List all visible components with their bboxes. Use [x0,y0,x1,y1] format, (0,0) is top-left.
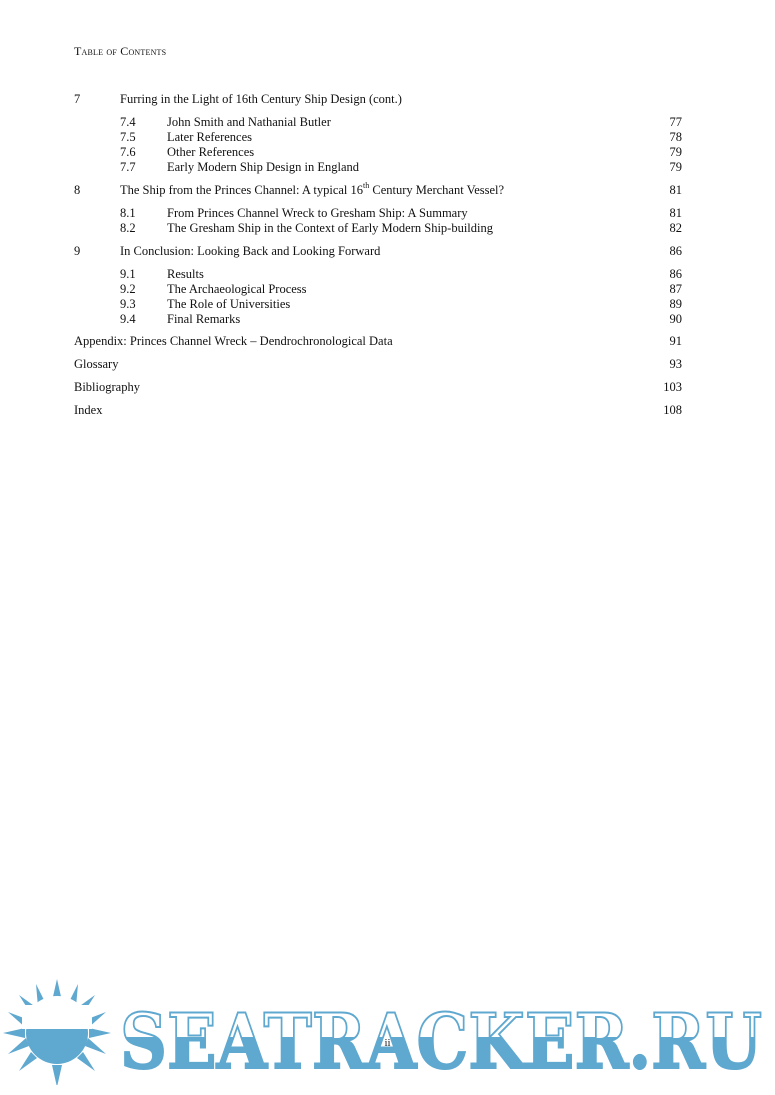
toc-section-8-1[interactable] [74,206,682,221]
toc-page-number: 79 [669,160,682,174]
toc-number: 7 [74,92,81,106]
toc-number: 8.1 [120,206,136,220]
toc-section-9-1[interactable] [74,267,682,282]
toc-page-number: 89 [669,297,682,311]
seatracker-watermark [0,975,775,1085]
toc-page-number: 87 [669,282,682,296]
toc-title: Results [167,267,204,281]
toc-appendix[interactable] [74,334,682,349]
toc-bibliography[interactable] [74,380,682,395]
toc-section-7-5[interactable] [74,130,682,145]
toc-page-number: 78 [669,130,682,144]
toc-title: In Conclusion: Looking Back and Looking Forward [120,244,381,258]
toc-title: Glossary [74,357,119,371]
sun-logo-icon [3,979,111,1085]
toc-page-number: 91 [669,334,682,348]
toc-section-9-4[interactable] [74,312,682,327]
toc-number: 7.7 [120,160,136,174]
toc-chapter-9[interactable] [74,244,682,259]
toc-title: Other References [167,145,255,159]
toc-page-number: 81 [669,206,682,220]
toc-page-number: 93 [669,357,682,371]
toc-number: 9.3 [120,297,136,311]
toc-page-number: 108 [663,403,682,417]
toc-title: Early Modern Ship Design in England [167,160,359,174]
toc-title: Furring in the Light of 16th Century Ship Design (cont.) [120,92,402,106]
toc-page-number: 81 [669,183,682,197]
toc-section-8-2[interactable] [74,221,682,236]
toc-title-text-end: Century Merchant Vessel? [369,183,505,197]
ordinal-superscript: th [363,180,370,190]
toc-chapter-8[interactable] [74,180,682,198]
toc-number: 9.1 [120,267,136,281]
toc-title-text: The Ship from the Princes Channel: A typical 16 [120,183,364,197]
toc-section-9-3[interactable] [74,297,682,312]
toc-glossary[interactable] [74,357,682,372]
toc-number: 7.4 [120,115,136,129]
toc-section-7-4[interactable] [74,115,682,130]
toc-number: 7.5 [120,130,136,144]
toc-page-number: 103 [663,380,682,394]
toc-title: Index [74,403,103,417]
toc-title: Later References [167,130,253,144]
watermark-text: SEATRACKER.RU [120,997,762,1085]
toc-title: Final Remarks [167,312,241,326]
toc-section-9-2[interactable] [74,282,682,297]
toc-title: From Princes Channel Wreck to Gresham Ship: A Summary [167,206,468,220]
table-of-contents [74,92,682,418]
toc-number: 8 [74,183,81,197]
toc-page-number: 79 [669,145,682,159]
toc-number: 7.6 [120,145,136,159]
running-header: Table of Contents [74,44,167,58]
toc-index[interactable] [74,403,682,418]
toc-section-7-7[interactable] [74,160,682,175]
toc-page-number: 90 [669,312,682,326]
toc-title: Appendix: Princes Channel Wreck – Dendrochronological Data [74,334,393,348]
toc-page-number: 82 [669,221,682,235]
toc-number: 8.2 [120,221,136,235]
toc-title: The Role of Universities [167,297,291,311]
toc-number: 9.2 [120,282,136,296]
toc-page-number: 86 [669,244,682,258]
toc-title: The Gresham Ship in the Context of Early Modern Ship-building [167,221,493,235]
toc-number: 9 [74,244,81,258]
page-number: ii [384,1037,391,1049]
toc-title: Bibliography [74,380,140,394]
toc-title: The Archaeological Process [167,282,307,296]
toc-section-7-6[interactable] [74,145,682,160]
toc-title [120,180,505,198]
toc-number: 9.4 [120,312,136,326]
toc-page-number: 86 [669,267,682,281]
toc-title: John Smith and Nathanial Butler [167,115,331,129]
toc-page-number: 77 [669,115,682,129]
toc-chapter-7[interactable] [74,92,682,107]
